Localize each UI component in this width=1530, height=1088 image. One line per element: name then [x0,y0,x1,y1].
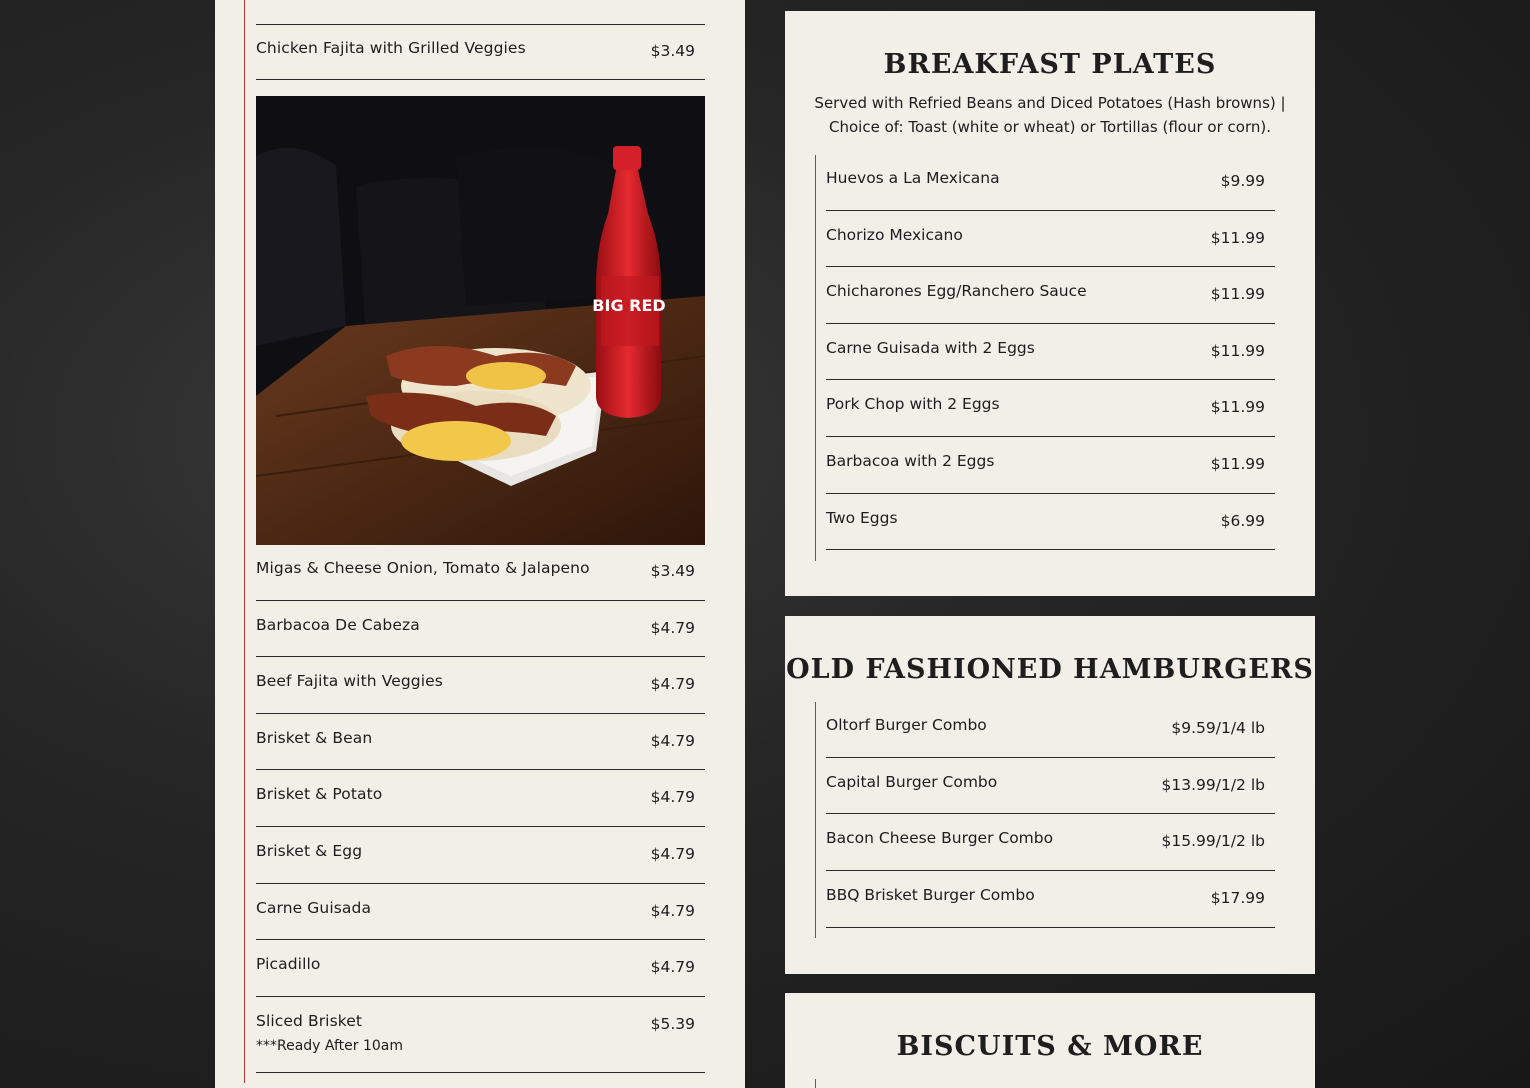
item-name: Capital Burger Combo [826,773,998,791]
item-price: $15.99/1/2 lb [1161,832,1265,850]
item-price: $4.79 [650,788,695,806]
taco-and-soda-illustration [256,96,705,545]
section-title: BISCUITS & MORE [896,1031,1204,1062]
menu-row [826,452,1275,494]
item-name: Carne Guisada with 2 Eggs [826,339,1035,357]
item-price: $13.99/1/2 lb [1161,776,1265,794]
item-price: $3.49 [650,42,695,60]
item-name: Brisket & Potato [256,785,383,803]
item-price: $4.79 [650,902,695,920]
bottle-label: BIG RED [592,296,666,315]
biscuits-card [785,993,1315,1088]
menu-row [256,559,705,601]
hamburgers-card [785,616,1315,974]
item-name: BBQ Brisket Burger Combo [826,886,1035,904]
item-price: $4.79 [650,958,695,976]
item-name: Bacon Cheese Burger Combo [826,829,1054,847]
item-name: Two Eggs [826,509,898,527]
section-title: BREAKFAST PLATES [883,49,1217,80]
taco-photo [256,96,705,545]
item-price: $9.59/1/4 lb [1171,719,1265,737]
item-name: Migas & Cheese Onion, Tomato & Jalapeno [256,559,590,577]
item-name: Pork Chop with 2 Eggs [826,395,1000,413]
menu-row-clipped [256,0,705,25]
accent-rule [244,0,245,1083]
item-price: $4.79 [650,732,695,750]
menu-row [256,1012,705,1073]
section-subtitle-line2: Choice of: Toast (white or wheat) or Tortillas (flour or corn). [829,118,1271,136]
item-name: Brisket & Egg [256,842,363,860]
menu-row [256,729,705,770]
menu-row [256,899,705,940]
item-price: $4.79 [650,845,695,863]
item-price: $4.79 [650,619,695,637]
item-name: Chicharones Egg/Ranchero Sauce [826,282,1087,300]
menu-row [826,395,1275,437]
item-price: $9.99 [1220,172,1265,190]
menu-row [256,785,705,827]
item-price: $17.99 [1210,889,1265,907]
item-price: $5.39 [650,1015,695,1033]
menu-row [826,716,1275,758]
menu-row [256,672,705,714]
item-price: $11.99 [1210,285,1265,303]
accent-rule [815,155,816,561]
item-name: Oltorf Burger Combo [826,716,987,734]
item-name: Picadillo [256,955,321,973]
item-name: Carne Guisada [256,899,372,917]
menu-row [826,773,1275,814]
menu-row [256,955,705,997]
accent-rule [815,702,816,938]
taco-menu-card [215,0,745,1088]
menu-row [826,169,1275,211]
item-name: Huevos a La Mexicana [826,169,1000,187]
menu-row [256,842,705,884]
menu-row [826,339,1275,380]
accent-rule [815,1079,816,1088]
item-price: $11.99 [1210,342,1265,360]
menu-row [826,509,1275,550]
item-price: $11.99 [1210,455,1265,473]
menu-row [826,829,1275,871]
menu-row [826,282,1275,324]
item-price: $11.99 [1210,398,1265,416]
item-name: Barbacoa with 2 Eggs [826,452,995,470]
breakfast-card [785,11,1315,596]
item-name: Brisket & Bean [256,729,373,747]
section-subtitle-line1: Served with Refried Beans and Diced Potatoes (Hash browns) | [814,94,1286,112]
item-name: Barbacoa De Cabeza [256,616,420,634]
menu-row [826,226,1275,267]
item-price: $3.49 [650,562,695,580]
menu-row [256,39,705,80]
menu-row [256,616,705,657]
item-price: $11.99 [1210,229,1265,247]
item-price: $6.99 [1220,512,1265,530]
item-name: Chorizo Mexicano [826,226,963,244]
item-note: ***Ready After 10am [256,1038,404,1054]
item-name: Chicken Fajita with Grilled Veggies [256,39,526,57]
item-name: Sliced Brisket [256,1012,363,1030]
item-price: $4.79 [650,675,695,693]
menu-row [826,886,1275,928]
section-title: OLD FASHIONED HAMBURGERS [786,654,1314,685]
item-name: Beef Fajita with Veggies [256,672,443,690]
